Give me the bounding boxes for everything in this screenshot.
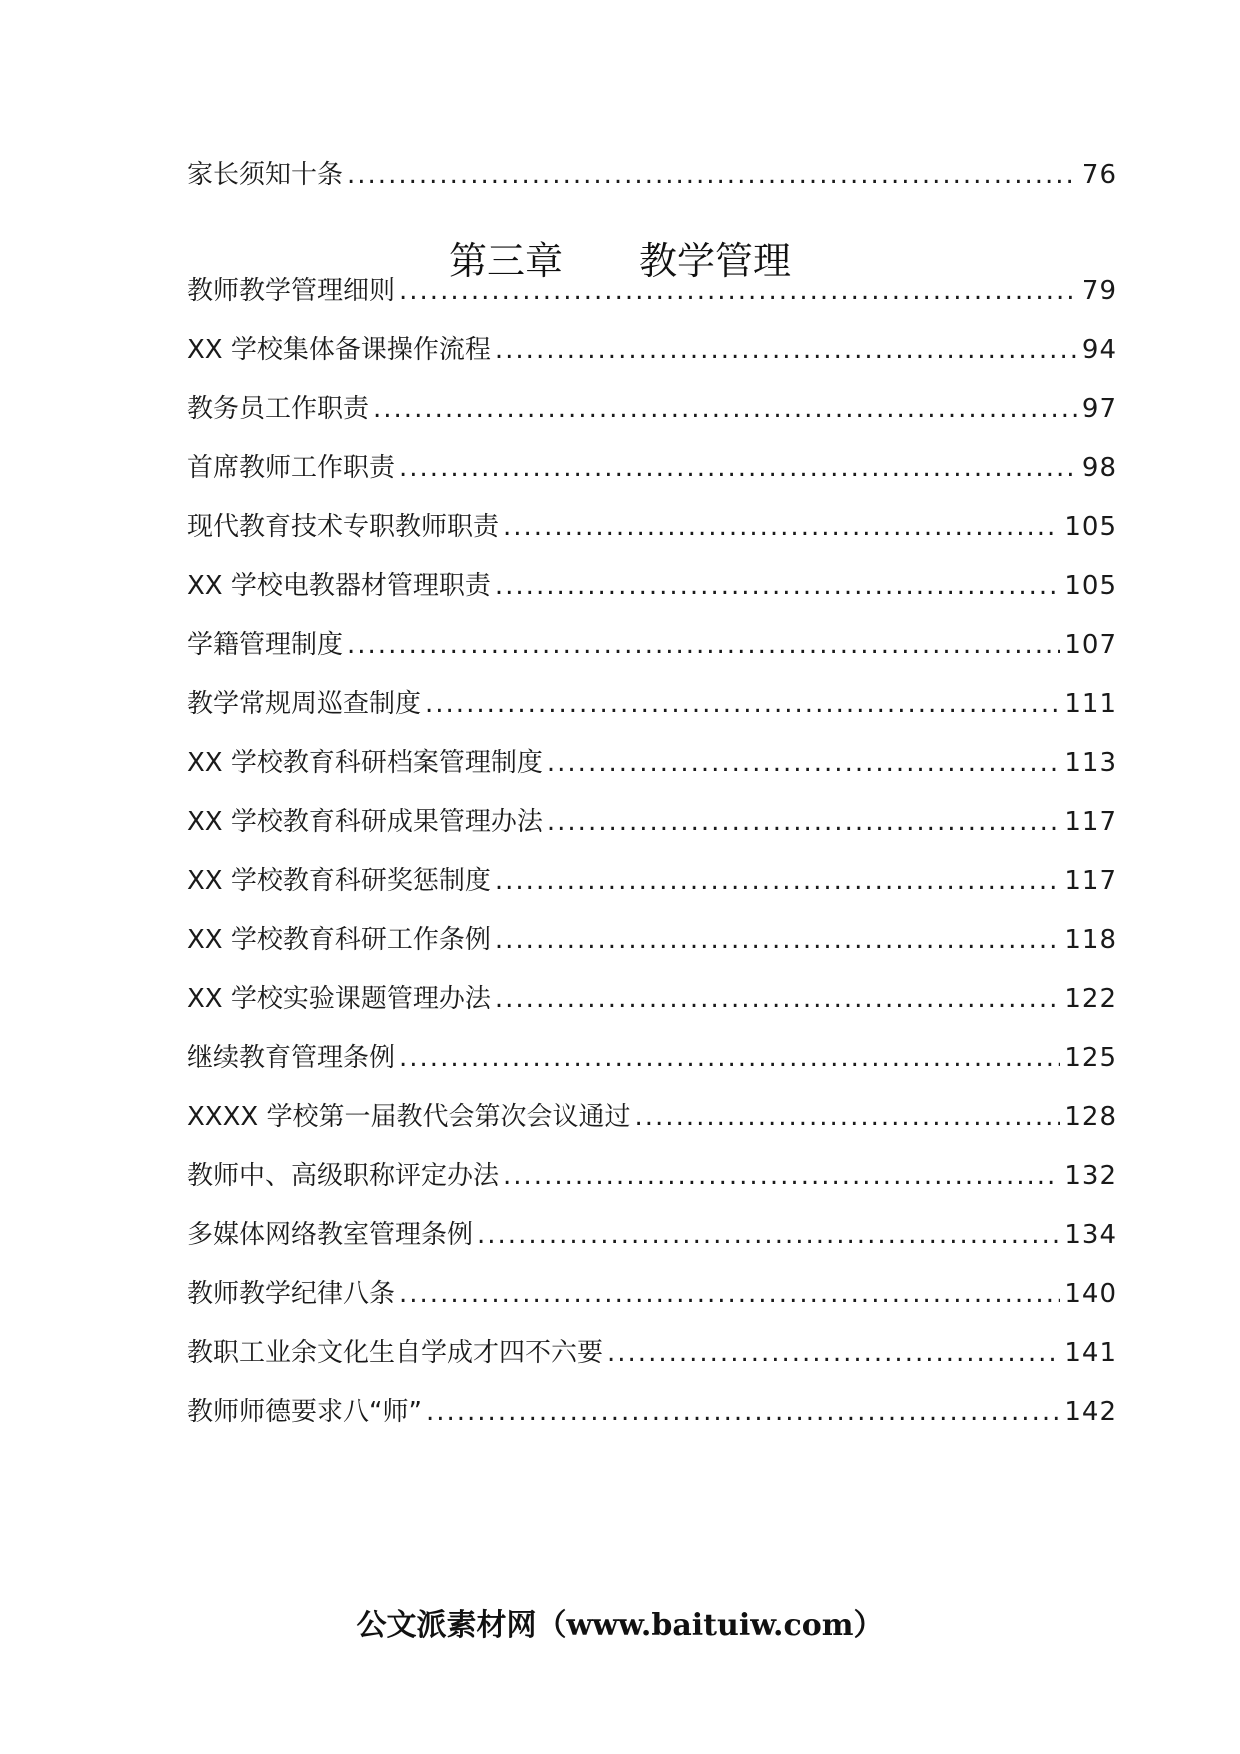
toc-dot-leader xyxy=(425,684,1060,724)
toc-entry-page: 117 xyxy=(1064,866,1117,896)
toc-entry[interactable] xyxy=(187,566,1117,606)
toc-entry-page: 105 xyxy=(1064,571,1117,601)
toc-entry[interactable] xyxy=(187,448,1117,488)
toc-entry-page: 118 xyxy=(1064,925,1117,955)
toc-entry[interactable] xyxy=(187,155,1117,195)
toc-entry-page: 141 xyxy=(1064,1338,1117,1368)
toc-entry[interactable] xyxy=(187,1392,1117,1432)
toc-entry-title: XXXX 学校第一届教代会第次会议通过 xyxy=(187,1102,631,1132)
toc-entry[interactable] xyxy=(187,1038,1117,1078)
chapter-heading: 第三章 教学管理 xyxy=(448,239,791,283)
toc-entry[interactable] xyxy=(187,507,1117,547)
toc-entry-title: 教师教学管理细则 xyxy=(187,276,396,306)
toc-dot-leader xyxy=(547,743,1060,783)
toc-entry-page: 140 xyxy=(1064,1279,1117,1309)
toc-entry-title: 现代教育技术专职教师职责 xyxy=(187,512,500,542)
toc-entry-page: 94 xyxy=(1081,335,1117,365)
toc-entry-title: XX 学校教育科研工作条例 xyxy=(187,925,491,955)
toc-dot-leader xyxy=(399,1038,1060,1078)
toc-entry-title: 教师师德要求八“师” xyxy=(187,1397,422,1427)
toc-entry[interactable] xyxy=(187,389,1117,429)
toc-entry-title: 学籍管理制度 xyxy=(187,630,344,660)
toc-entry-page: 125 xyxy=(1064,1043,1117,1073)
toc-entry-title: XX 学校集体备课操作流程 xyxy=(187,335,491,365)
toc-entry[interactable] xyxy=(187,861,1117,901)
toc-dot-leader xyxy=(495,979,1060,1019)
toc-entry-title: XX 学校实验课题管理办法 xyxy=(187,984,491,1014)
toc-dot-leader xyxy=(399,448,1078,488)
toc-entry-title: 教师中、高级职称评定办法 xyxy=(187,1161,500,1191)
toc-entry-title: XX 学校教育科研档案管理制度 xyxy=(187,748,543,778)
toc-entry-title: 教师教学纪律八条 xyxy=(187,1279,396,1309)
toc-entry[interactable] xyxy=(187,1097,1117,1137)
toc-entry-page: 122 xyxy=(1064,984,1117,1014)
toc-entry-page: 97 xyxy=(1081,394,1117,424)
toc-entry[interactable] xyxy=(187,1156,1117,1196)
toc-entry-page: 117 xyxy=(1064,807,1117,837)
toc-entry-page: 111 xyxy=(1064,689,1117,719)
toc-entry[interactable] xyxy=(187,743,1117,783)
toc-entry-title: 教学常规周巡查制度 xyxy=(187,689,422,719)
toc-dot-leader xyxy=(495,920,1060,960)
toc-entry-title: XX 学校教育科研奖惩制度 xyxy=(187,866,491,896)
toc-dot-leader xyxy=(347,155,1078,195)
toc-dot-leader xyxy=(373,389,1078,429)
toc-entry-page: 76 xyxy=(1081,160,1117,190)
toc-entry[interactable] xyxy=(187,684,1117,724)
toc-dot-leader xyxy=(399,1274,1060,1314)
toc-entry[interactable] xyxy=(187,625,1117,665)
toc-entry[interactable] xyxy=(187,979,1117,1019)
toc-entry[interactable] xyxy=(187,1274,1117,1314)
toc-entry-page: 134 xyxy=(1064,1220,1117,1250)
toc-entry-page: 79 xyxy=(1081,276,1117,306)
toc-dot-leader xyxy=(607,1333,1060,1373)
toc-entry-page: 105 xyxy=(1064,512,1117,542)
toc-entry[interactable] xyxy=(187,802,1117,842)
toc-dot-leader xyxy=(547,802,1060,842)
toc-entry-page: 107 xyxy=(1064,630,1117,660)
toc-entry[interactable] xyxy=(187,1215,1117,1255)
toc-dot-leader xyxy=(495,861,1060,901)
toc-entry-title: 教务员工作职责 xyxy=(187,394,370,424)
toc-dot-leader xyxy=(635,1097,1061,1137)
toc-entry-page: 113 xyxy=(1064,748,1117,778)
toc-dot-leader xyxy=(495,330,1078,370)
toc-entry[interactable] xyxy=(187,920,1117,960)
toc-entry-page: 142 xyxy=(1064,1397,1117,1427)
toc-dot-leader xyxy=(503,1156,1060,1196)
toc-entry[interactable] xyxy=(187,1333,1117,1373)
toc-entry-title: 继续教育管理条例 xyxy=(187,1043,396,1073)
toc-entry-page: 128 xyxy=(1064,1102,1117,1132)
toc-entry-title: 多媒体网络教室管理条例 xyxy=(187,1220,474,1250)
toc-entry-title: 教职工业余文化生自学成才四不六要 xyxy=(187,1338,604,1368)
toc-entry-title: 首席教师工作职责 xyxy=(187,453,396,483)
footer-watermark: 公文派素材网（www.baituiw.com） xyxy=(356,1608,884,1643)
toc-entry[interactable] xyxy=(187,330,1117,370)
toc-entry-page: 132 xyxy=(1064,1161,1117,1191)
toc-dot-leader xyxy=(347,625,1060,665)
toc-entry-title: XX 学校电教器材管理职责 xyxy=(187,571,491,601)
toc-dot-leader xyxy=(426,1392,1060,1432)
toc-dot-leader xyxy=(477,1215,1060,1255)
toc-entry-title: XX 学校教育科研成果管理办法 xyxy=(187,807,543,837)
toc-dot-leader xyxy=(503,507,1060,547)
toc-entry-title: 家长须知十条 xyxy=(187,160,344,190)
toc-dot-leader xyxy=(495,566,1060,606)
toc-entry-page: 98 xyxy=(1081,453,1117,483)
